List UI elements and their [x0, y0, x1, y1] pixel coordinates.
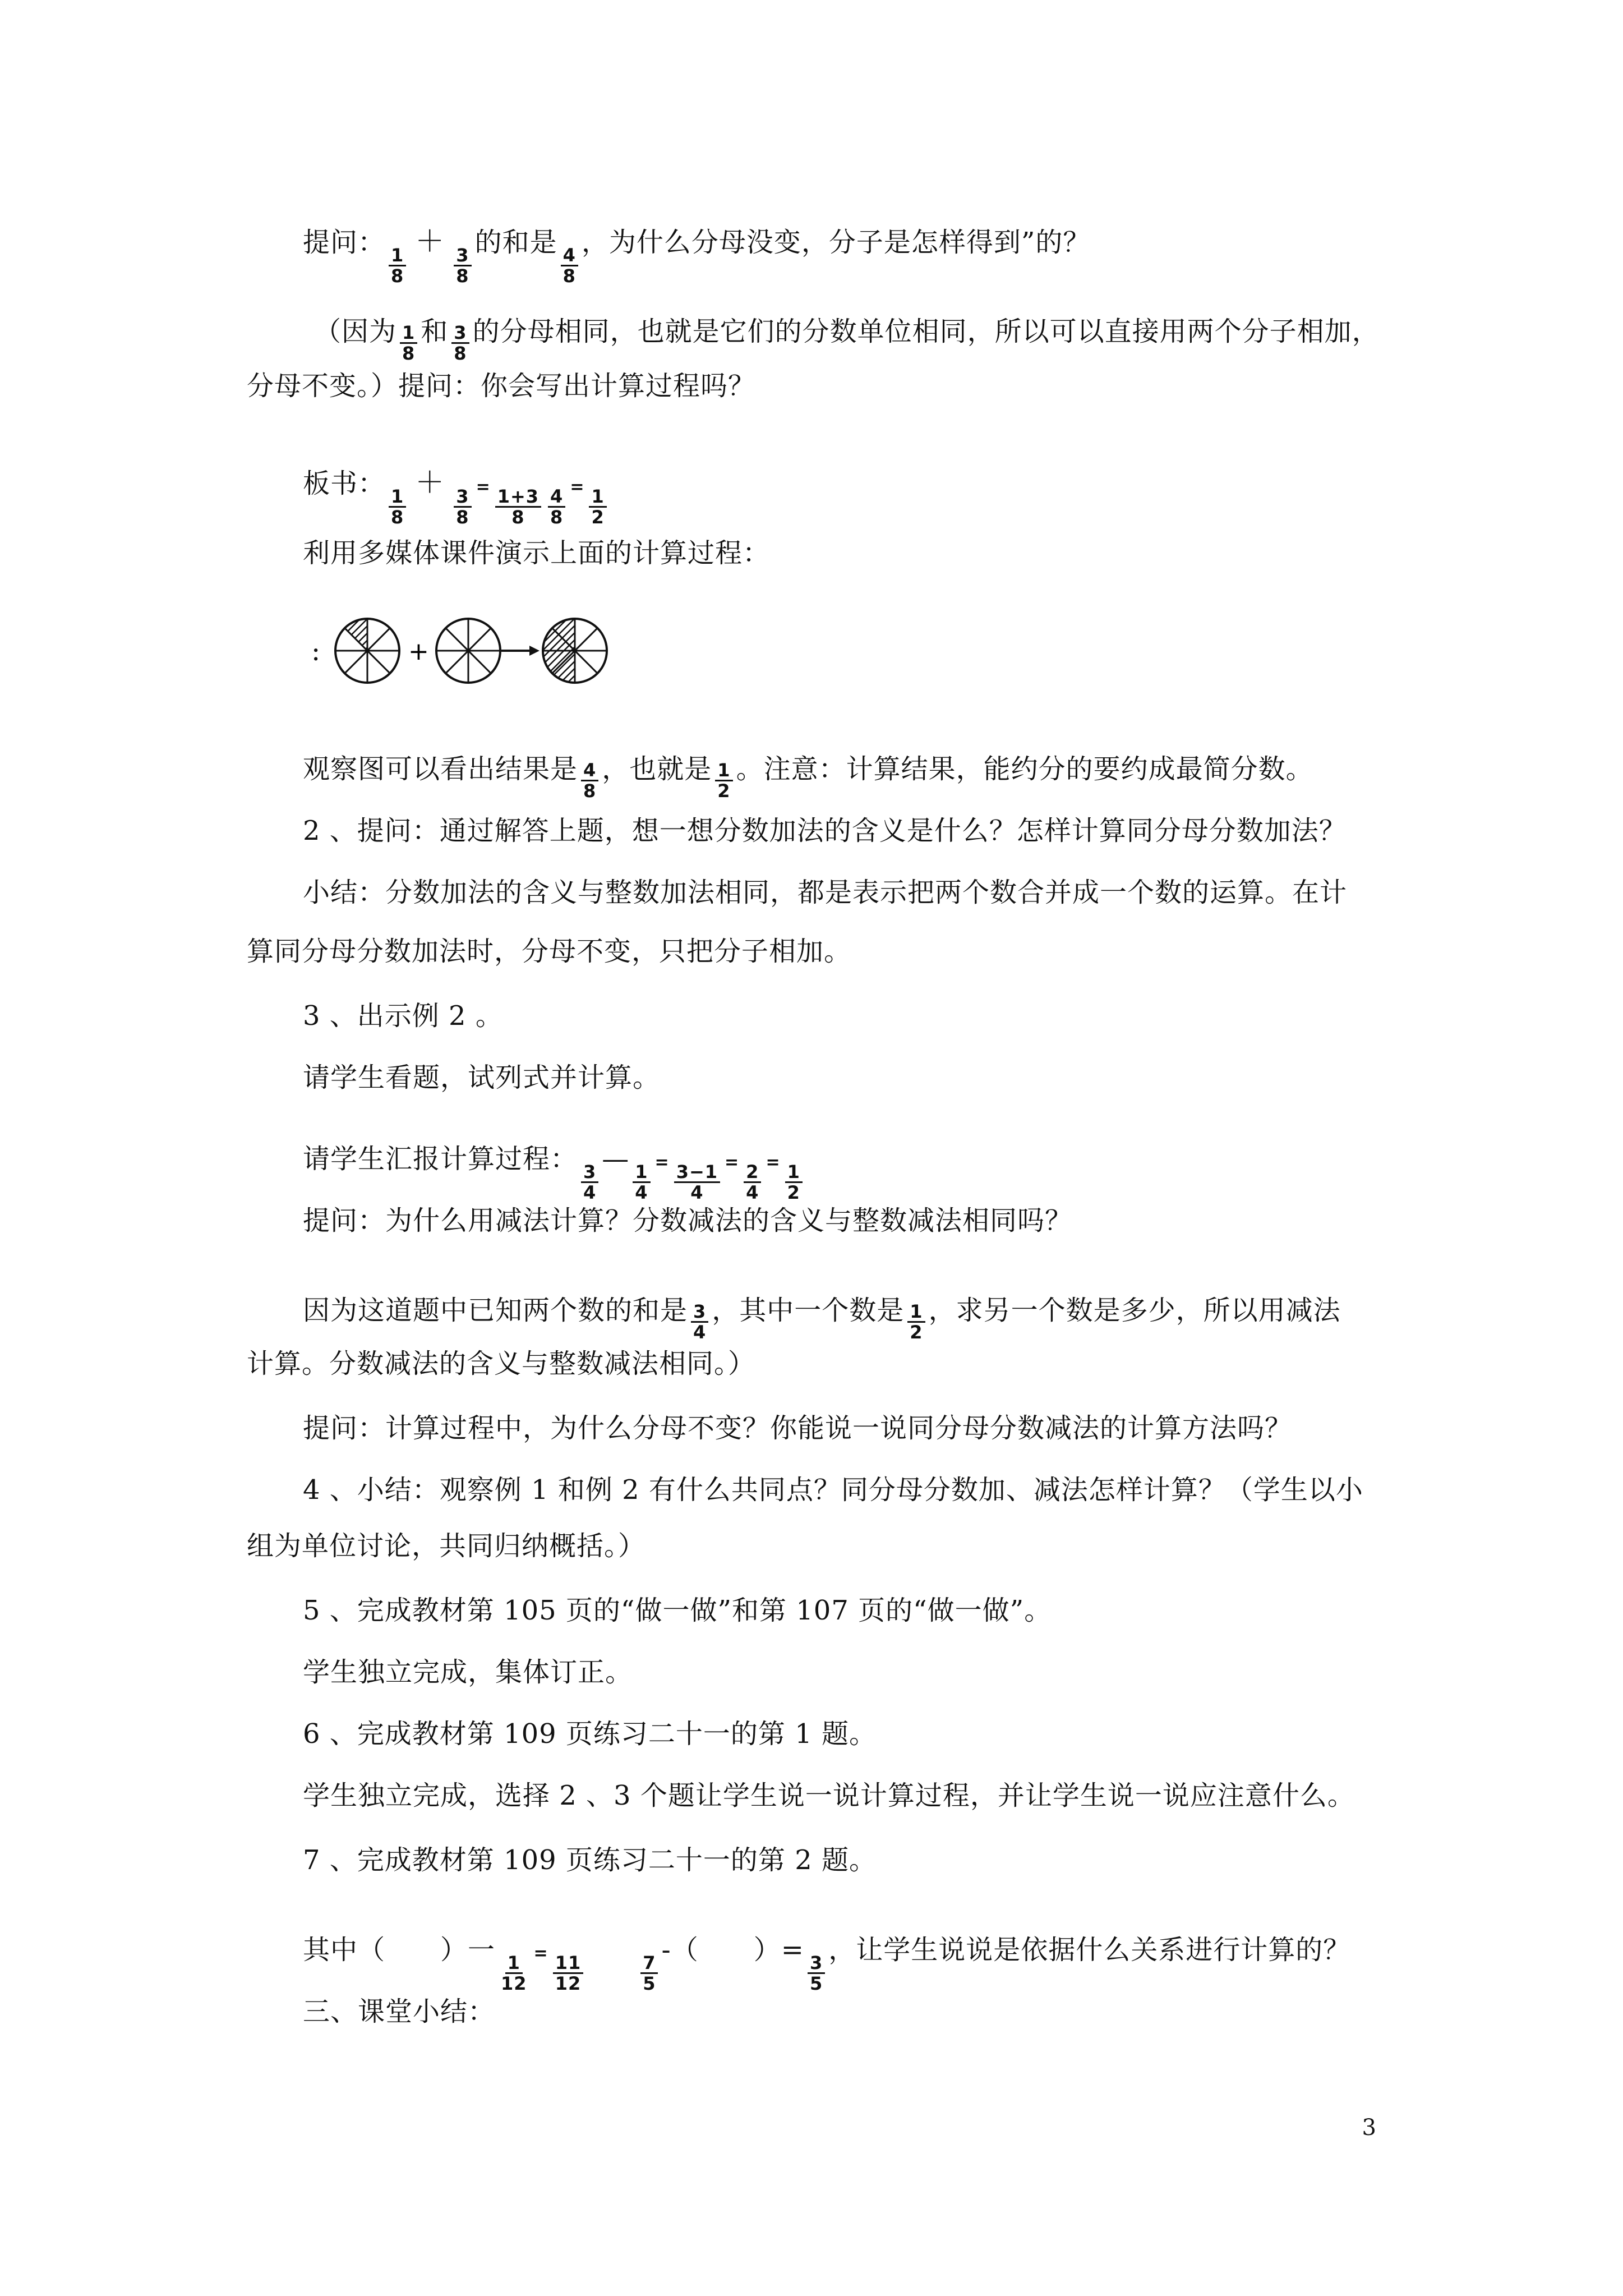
numerator: 4 [581, 761, 598, 781]
fraction [808, 1953, 825, 1993]
line-section-3: 三、课堂小结： [303, 1996, 496, 2027]
numerator: 11 [553, 1953, 584, 1974]
numerator: 1 [907, 1302, 925, 1323]
numerator: 1 [505, 1953, 523, 1974]
fraction [548, 487, 565, 527]
denominator: 2 [910, 1321, 923, 1343]
fraction [589, 487, 606, 527]
numerator: 1 [785, 1162, 803, 1183]
line-item-4: 4 、小结：观察例 1 和例 2 有什么共同点？同分母分数加、减法怎样计算？（学生以小 [303, 1474, 1363, 1506]
line-reason: （因为 $\frac{1}{8}$ 和 $\frac{3}{8}$ 的分母相同，也就是它们的分数单位相同，所以可以直接用两个分子相加， [314, 316, 1380, 364]
arrow-icon [501, 646, 540, 656]
fraction [715, 761, 732, 800]
fraction [454, 487, 471, 527]
line-choose: 学生独立完成，选择 2 、3 个题让学生说一说计算过程，并让学生说一说应注意什么。 [303, 1780, 1355, 1811]
fraction [495, 487, 541, 527]
numerator: 1 [589, 487, 606, 508]
line-item-7: 7 、完成教材第 109 页练习二十一的第 2 题。 [303, 1844, 877, 1876]
numerator: 4 [548, 487, 565, 508]
circle-three-eighths [436, 619, 500, 683]
denominator: 8 [456, 506, 469, 528]
page-number: 3 [1362, 2115, 1376, 2141]
line-independent: 学生独立完成，集体订正。 [303, 1657, 633, 1688]
numerator: 3 [691, 1302, 708, 1323]
fraction [581, 761, 598, 800]
numerator: 7 [640, 1953, 658, 1974]
denominator: 4 [635, 1181, 648, 1203]
line-item-3: 3 、出示例 2 。 [303, 1000, 503, 1032]
line-question-method: 提问：计算过程中，为什么分母不变？你能说一说同分母分数减法的计算方法吗？ [303, 1412, 1293, 1444]
fraction [581, 1162, 598, 1202]
numerator: 3 [454, 246, 471, 266]
line-question-denominator: 提问： $\frac{1}{8}$ ＋ $\frac{3}{8}$ 的和是 $\frac{4}{8}$ ，为什么分母没变，分子是怎样得到”的？ [303, 225, 1091, 287]
denominator: 8 [454, 342, 467, 364]
denominator: 4 [693, 1321, 707, 1343]
denominator: 4 [583, 1181, 597, 1203]
denominator: 5 [643, 1972, 656, 1994]
line-item-4-cont: 组为单位讨论，共同归纳概括。） [247, 1530, 646, 1562]
fraction [389, 246, 406, 286]
numerator: 1+3 [495, 487, 541, 508]
fraction [907, 1302, 925, 1342]
fraction [389, 487, 406, 527]
fraction [744, 1162, 761, 1202]
fraction [785, 1162, 803, 1202]
denominator: 2 [591, 506, 605, 528]
diagram-plus: + [408, 637, 429, 666]
numerator: 1 [633, 1162, 650, 1183]
line-summary: 小结：分数加法的含义与整数加法相同，都是表示把两个数合并成一个数的运算。在计 [303, 877, 1348, 908]
denominator: 8 [511, 506, 525, 528]
line-reason-cont: 分母不变。）提问：你会写出计算过程吗？ [247, 370, 756, 402]
fraction [633, 1162, 650, 1202]
line-report: 请学生汇报计算过程： $\frac{3}{4}$ — $\frac{1}{4}$ = $\frac{3-1}{4}$ = $\frac{2}{4}$ = $\frac{1}{2}$ [303, 1139, 806, 1202]
fraction [691, 1302, 708, 1342]
numerator: 3 [808, 1953, 825, 1974]
numerator: 3−1 [674, 1162, 720, 1183]
line-summary-cont: 算同分母分数加法时，分母不变，只把分子相加。 [247, 936, 852, 967]
denominator: 5 [809, 1972, 823, 1994]
denominator: 4 [690, 1181, 704, 1203]
numerator: 1 [389, 246, 406, 266]
denominator: 4 [746, 1181, 759, 1203]
fraction [451, 323, 469, 363]
line-item-6: 6 、完成教材第 109 页练习二十一的第 1 题。 [303, 1718, 877, 1750]
denominator: 8 [456, 265, 469, 287]
denominator: 8 [391, 506, 404, 528]
fraction [674, 1162, 720, 1202]
numerator: 1 [389, 487, 406, 508]
fraction [454, 246, 471, 286]
line-read-question: 请学生看题，试列式并计算。 [303, 1062, 661, 1093]
numerator: 3 [451, 323, 469, 344]
line-item-2: 2 、提问：通过解答上题，想一想分数加法的含义是什么？怎样计算同分母分数加法？ [303, 815, 1347, 846]
fraction-circles-diagram [331, 611, 623, 696]
numerator: 1 [400, 323, 417, 344]
circle-four-eighths [543, 619, 607, 683]
denominator: 12 [555, 1972, 582, 1994]
denominator: 8 [402, 342, 416, 364]
line-because: 因为这道题中已知两个数的和是 $\frac{3}{4}$ ，其中一个数是 $\frac{1}{2}$ ，求另一个数是多少，所以用减法 [303, 1295, 1341, 1343]
line-board-writing: 板书： $\frac{1}{8}$ ＋ $\frac{3}{8}$ = $\frac{1+3}{8}$ $\frac{4}{8}$ = $\frac{1}{2}$ [303, 463, 610, 527]
fraction [553, 1953, 584, 1993]
denominator: 8 [550, 506, 564, 528]
line-item-5: 5 、完成教材第 105 页的“做一做”和第 107 页的“做一做”。 [303, 1595, 1052, 1626]
denominator: 12 [501, 1972, 527, 1994]
line-blanks: 其中（ ）一 $\frac{1}{12}$ = $\frac{11}{12}$ $\frac{7}{5}$ -（ ）= $\frac{3}{5}$ ，让学生说说是依据什么关系进行计算的？ [303, 1934, 1351, 1994]
circle-one-eighth [335, 619, 399, 683]
denominator: 8 [562, 265, 576, 287]
line-why-subtract: 提问：为什么用减法计算？分数减法的含义与整数减法相同吗？ [303, 1205, 1073, 1236]
line-multimedia: 利用多媒体课件演示上面的计算过程： [303, 537, 771, 569]
fraction [561, 246, 578, 286]
numerator: 3 [454, 487, 471, 508]
numerator: 3 [581, 1162, 598, 1183]
fraction [499, 1953, 529, 1993]
denominator: 8 [583, 780, 597, 802]
line-because-cont: 计算。分数减法的含义与整数减法相同。） [247, 1348, 756, 1379]
numerator: 1 [715, 761, 732, 781]
fraction [400, 323, 417, 363]
denominator: 2 [787, 1181, 800, 1203]
denominator: 8 [391, 265, 404, 287]
denominator: 2 [717, 780, 731, 802]
line-observe: 观察图可以看出结果是 $\frac{4}{8}$ ，也就是 $\frac{1}{2}$ 。注意：计算结果，能约分的要约成最简分数。 [303, 753, 1313, 802]
fraction [640, 1953, 658, 1993]
numerator: 4 [561, 246, 578, 266]
diagram-colon: : [311, 636, 321, 667]
numerator: 2 [744, 1162, 761, 1183]
